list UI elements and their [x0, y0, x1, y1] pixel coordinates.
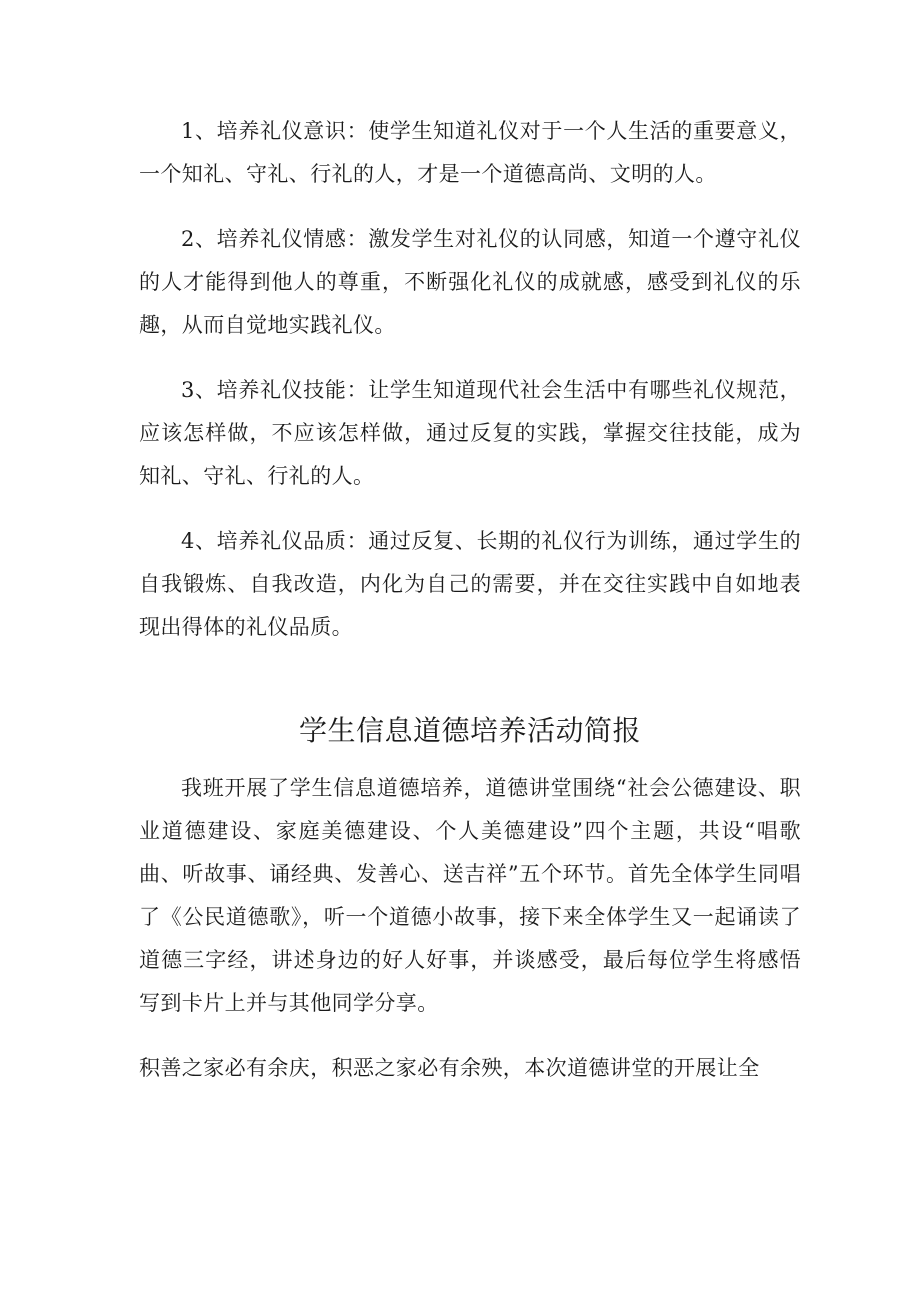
goal-item-1: 1、培养礼仪意识：使学生知道礼仪对于一个人生活的重要意义，一个知礼、守礼、行礼的人，才是一个道德高尚、文明的人。	[139, 119, 801, 186]
goal-item-3: 3、培养礼仪技能：让学生知道现代社会生活中有哪些礼仪规范，应该怎样做，不应该怎样做，通过反复的实践，掌握交往技能，成为知礼、守礼、行礼的人。	[139, 378, 801, 488]
report-paragraph-1: 我班开展了学生信息道德培养，道德讲堂围绕“社会公德建设、职业道德建设、家庭美德建设、个人美德建设”四个主题，共设“唱歌曲、听故事、诵经典、发善心、送吉祥”五个环节。首先全体学生同唱了《公民道德歌》，听一个道德小故事，接下来全体学生又一起诵读了道德三字经，讲述身边的好人好事，并谈感受，最后每位学生将感悟写到卡片上并与其他同学分享。	[139, 776, 801, 1015]
goal-item-2: 2、培养礼仪情感：激发学生对礼仪的认同感，知道一个遵守礼仪的人才能得到他人的尊重，不断强化礼仪的成就感，感受到礼仪的乐趣，从而自觉地实践礼仪。	[139, 227, 801, 337]
report-title: 学生信息道德培养活动简报	[298, 714, 641, 747]
report-paragraph-2: 积善之家必有余庆，积恶之家必有余殃，本次道德讲堂的开展让全	[139, 1056, 760, 1080]
document-page	[139, 110, 801, 1090]
goal-item-4: 4、培养礼仪品质：通过反复、长期的礼仪行为训练，通过学生的自我锻炼、自我改造，内化为自己的需要，并在交往实践中自如地表现出得体的礼仪品质。	[139, 529, 801, 639]
